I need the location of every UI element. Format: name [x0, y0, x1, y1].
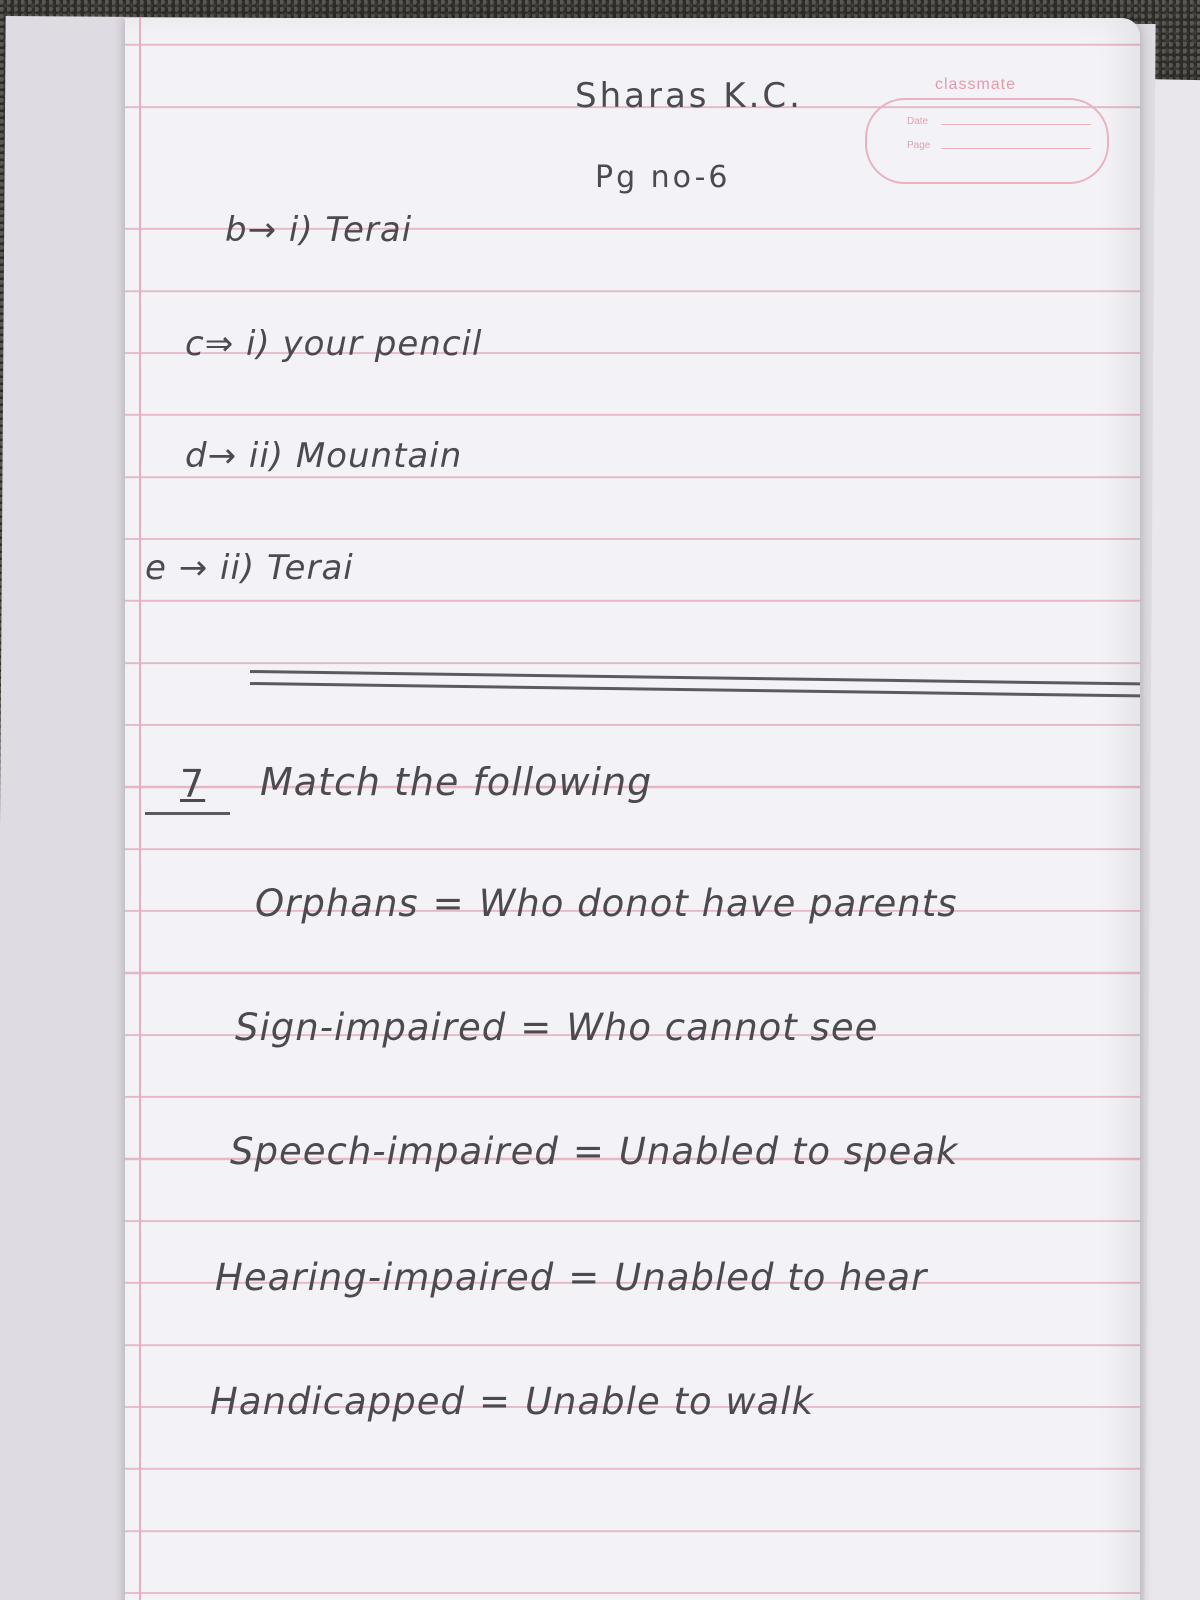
- match-term: Orphans: [255, 882, 419, 925]
- question-title: Match the following: [260, 760, 653, 804]
- match-meaning: Unable to walk: [524, 1380, 815, 1423]
- match-meaning: Unabled to speak: [618, 1130, 959, 1173]
- match-meaning: Who cannot see: [566, 1006, 879, 1049]
- match-row: [215, 1256, 927, 1299]
- match-equals: =: [432, 882, 465, 925]
- match-term: Sign-impaired: [235, 1006, 507, 1049]
- match-term: Hearing-impaired: [215, 1256, 555, 1299]
- match-meaning: Unabled to hear: [614, 1256, 928, 1299]
- question-number: 7: [180, 762, 206, 806]
- brand-name: classmate: [935, 76, 1017, 93]
- date-field-label: Date: [907, 116, 929, 127]
- page-number: Pg no-6: [595, 160, 731, 195]
- match-equals: =: [572, 1130, 605, 1173]
- answer-d: d→ ii) Mountain: [185, 436, 463, 476]
- answer-b: b→ i) Terai: [225, 210, 413, 250]
- student-name: Sharas K.C.: [575, 76, 803, 116]
- match-row: [210, 1380, 814, 1423]
- brand-frame: [865, 98, 1109, 184]
- page-field-label: Page: [907, 140, 931, 151]
- match-equals: =: [568, 1256, 601, 1299]
- question-number-underline: [145, 812, 230, 815]
- match-equals: =: [520, 1006, 553, 1049]
- match-row: [235, 1006, 878, 1049]
- margin-line: [139, 18, 141, 1600]
- match-term: Speech-impaired: [230, 1130, 559, 1173]
- match-row: [230, 1130, 958, 1173]
- answer-c: c⇒ i) your pencil: [185, 324, 483, 364]
- classmate-logo-box: [865, 76, 1115, 186]
- match-meaning: Who donot have parents: [478, 882, 958, 925]
- match-term: Handicapped: [210, 1380, 465, 1423]
- section-divider-bottom: [250, 682, 1140, 698]
- match-row: [255, 882, 958, 925]
- notebook-page: [125, 18, 1140, 1600]
- match-equals: =: [478, 1380, 511, 1423]
- answer-e: e → ii) Terai: [145, 548, 354, 588]
